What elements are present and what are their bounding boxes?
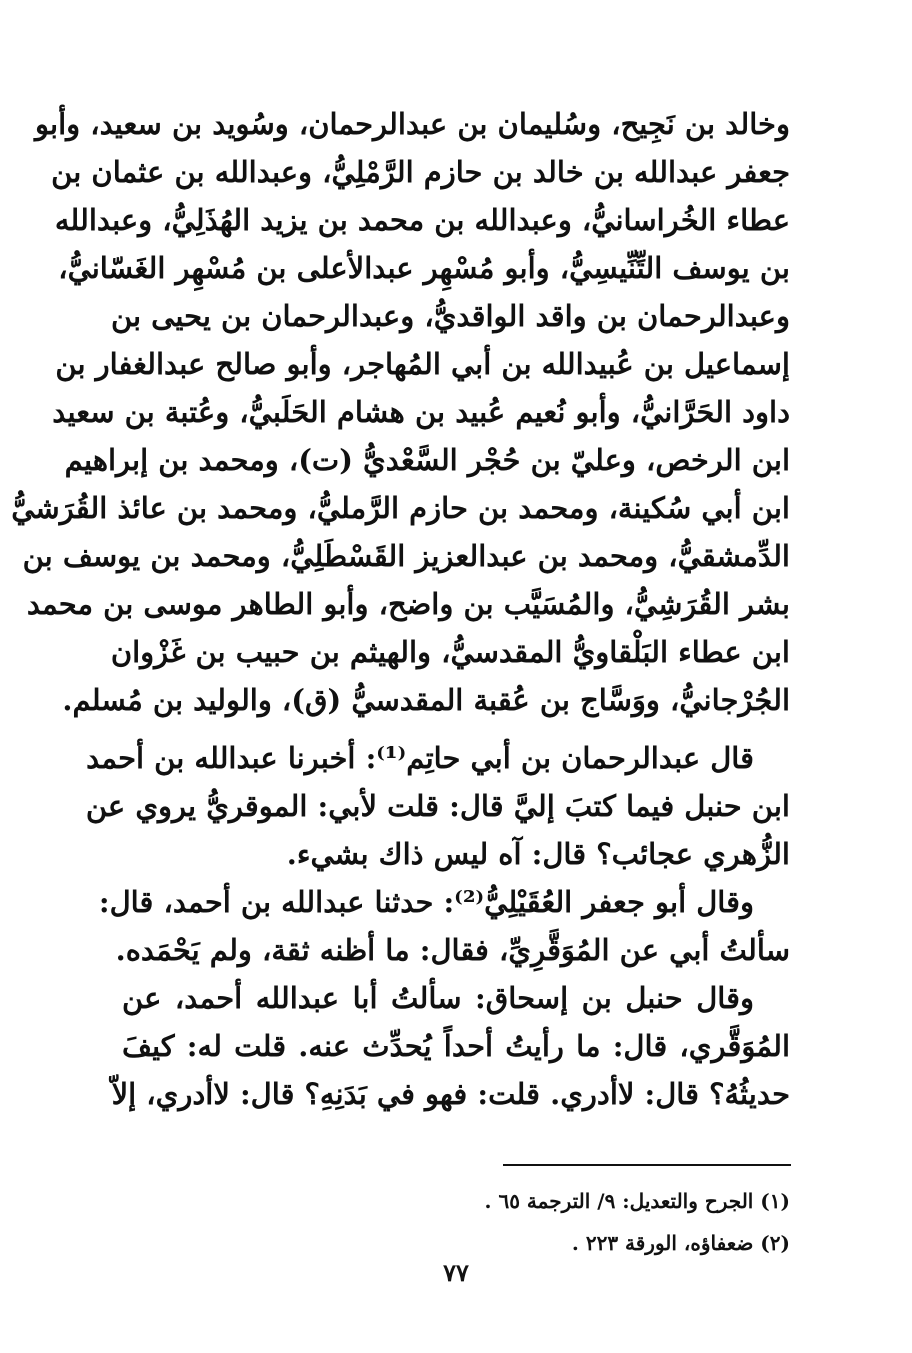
text-line: حديثُهُ؟ قال: لاأدري. قلت: فهو في بَدَنِهِ؟ قال: لاأدري، إلاّ (111, 1077, 790, 1111)
main-text (11, 100, 790, 1118)
text-line: بشر القُرَشِيُّ، والمُسَيَّب بن واضح، وأبو الطاهر موسى بن محمد (26, 587, 790, 621)
text-line: سألتُ أبي عن المُوَقَّرِيِّ، فقال: ما أظنه ثقة، ولم يَحْمَده. (115, 933, 790, 967)
text-line: بن يوسف التِّنِّيسِيُّ، وأبو مُسْهِر عبدالأعلى بن مُسْهِر الغَسّانيُّ، (58, 251, 790, 285)
text-line: وقال حنبل بن إسحاق: سألتُ أبا عبدالله أحمد، عن (122, 981, 754, 1015)
paragraph-uqayli (98, 878, 790, 974)
text-line: وعبدالرحمان بن واقد الواقديُّ، وعبدالرحمان بن يحيى بن (110, 299, 790, 333)
text-line: ابن حنبل فيما كتبَ إليَّ قال: قلت لأبي: الموقريُّ يروي عن (85, 789, 790, 823)
footnotes (370, 1180, 790, 1264)
text-line: وخالد بن نَجِيح، وسُليمان بن عبدالرحمان، وسُويد بن سعيد، وأبو (35, 107, 790, 141)
footnote-divider (503, 1164, 791, 1166)
text-line: ابن أبي سُكينة، ومحمد بن حازم الرَّمليُّ، ومحمد بن عائذ القُرَشيُّ (11, 491, 790, 525)
text-line: الدِّمشقيُّ، ومحمد بن عبدالعزيز القَسْطَلِيُّ، ومحمد بن يوسف بن (22, 539, 790, 573)
paragraph-hanbal (111, 974, 790, 1118)
paragraph-narrators (11, 100, 790, 724)
text-line: المُوَقَّري، قال: ما رأيتُ أحداً يُحدِّث عنه. قلت له: كيفَ (122, 1029, 790, 1063)
paragraph-ibn-abi-hatim (85, 734, 790, 878)
footnote-1: (١) الجرح والتعديل: ٩/ الترجمة ٦٥ . (484, 1189, 790, 1213)
text-line: جعفر عبدالله بن خالد بن حازم الرَّمْلِيُّ، وعبدالله بن عثمان بن (51, 155, 790, 189)
footnote-2: (٢) ضعفاؤه، الورقة ٢٢٣ . (571, 1231, 790, 1255)
text-line: ابن عطاء البَلْقاويُّ المقدسيُّ، والهيثم بن حبيب بن غَزْوان (110, 635, 790, 669)
text-line: عطاء الخُراسانيُّ، وعبدالله بن محمد بن يزيد الهُذَلِيُّ، وعبدالله (54, 203, 790, 237)
text-line: الجُرْجانيُّ، ووَسَّاج بن عُقبة المقدسيُّ (ق)، والوليد بن مُسلم. (62, 683, 790, 717)
page-number: ٧٧ (443, 1258, 469, 1287)
text-line: قال عبدالرحمان بن أبي حاتِم⁽¹⁾: أخبرنا عبدالله بن أحمد (86, 741, 754, 775)
text-line: داود الحَرَّانيُّ، وأبو نُعيم عُبيد بن هشام الحَلَبيُّ، وعُتبة بن سعيد (52, 395, 790, 429)
text-line: ابن الرخص، وعليّ بن حُجْر السَّعْديُّ (ت)، ومحمد بن إبراهيم (64, 443, 790, 477)
paragraph-gap (122, 724, 790, 734)
text-line: وقال أبو جعفر العُقَيْلِيُّ⁽²⁾: حدثنا عبدالله بن أحمد، قال: (98, 885, 754, 919)
text-line: إسماعيل بن عُبيدالله بن أبي المُهاجر، وأبو صالح عبدالغفار بن (55, 347, 790, 381)
text-line: الزُّهري عجائب؟ قال: آه ليس ذاك بشيء. (286, 837, 790, 871)
